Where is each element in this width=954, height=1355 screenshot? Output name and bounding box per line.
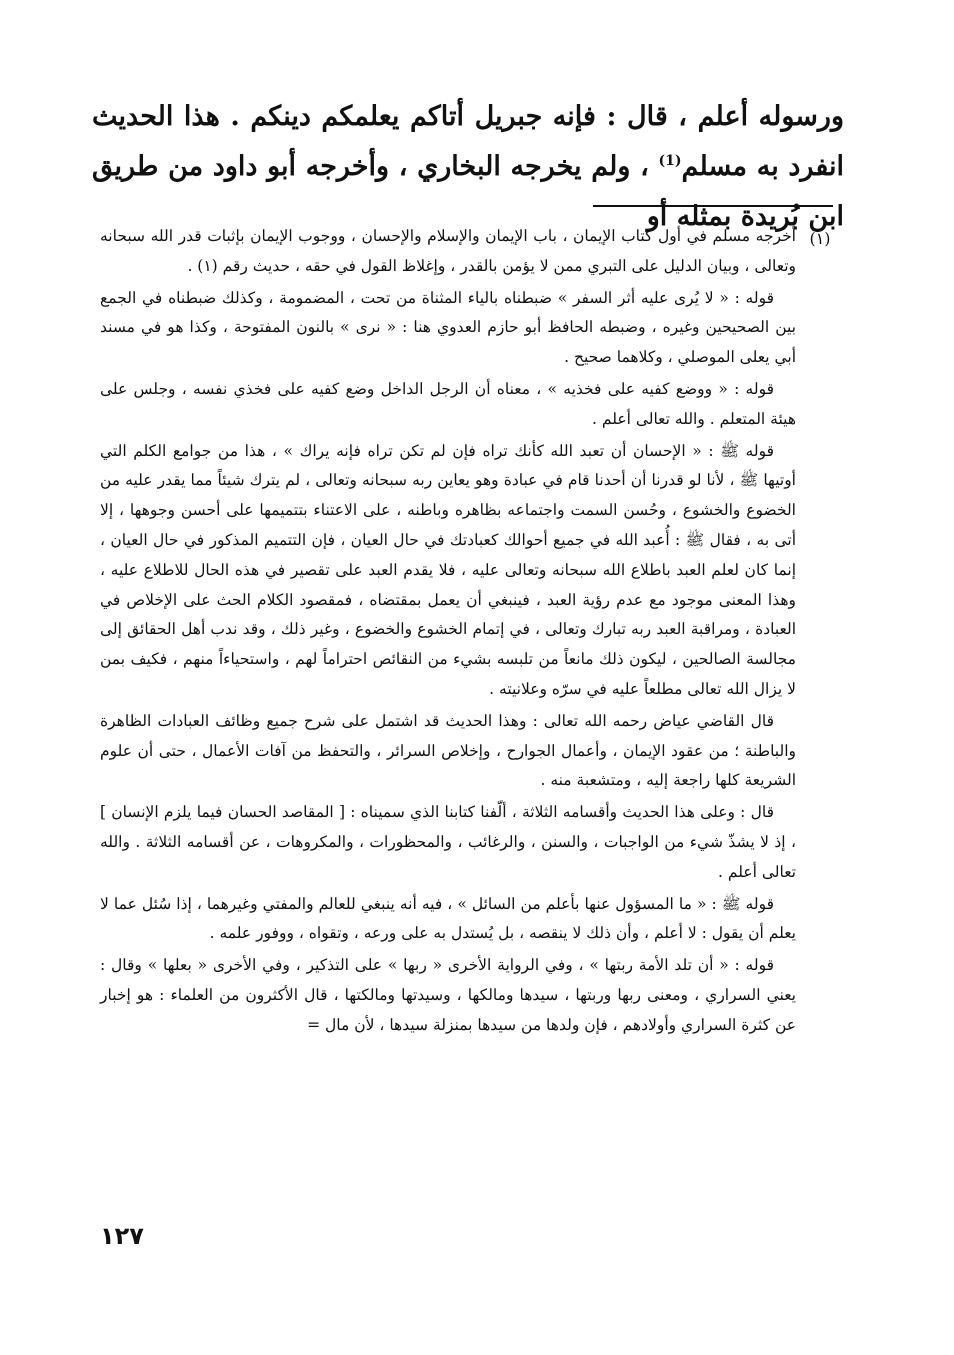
footnote-divider xyxy=(593,205,833,207)
commentary-paragraph-2: قوله : « ووضع كفيه على فخذيه » ، معناه أن الرجل الداخل وضع كفيه على فخذي نفسه ، وجلس على هيئة المتعلم . والله تعالى أعلم . xyxy=(100,379,796,428)
page-number: ١٢٧ xyxy=(100,1222,144,1250)
commentary-paragraph-1: قوله : « لا يُرى عليه أثر السفر » ضبطناه بالياء المثناة من تحت ، المضمومة ، وكذلك ضبطناه في الجمع بين الصحيحين وغيره ، وضبطه الحافظ أبو حازم العدوي هنا : « نرى » بالنون المفتوحة ، وكذا هو في مسند أبي يعلى الموصلي ، وكلاهما صحيح . xyxy=(100,288,796,367)
footnote-text: أخرجه مسلم في أول كتاب الإيمان ، باب الإيمان والإسلام والإحسان ، ووجوب الإيمان بإثبات قدر الله سبحانه وتعالى ، وبيان الدليل على التبري ممن لا يؤمن بالقدر ، وإغلاظ القول في حقه ، حديث رقم (١) . xyxy=(100,227,796,275)
main-line-2-start: مسلم xyxy=(681,151,748,182)
commentary-paragraph-5: قال : وعلى هذا الحديث وأقسامه الثلاثة ، ألّفنا كتابنا الذي سميناه : [ المقاصد الحسان فيما يلزم الإنسان ] ، إذ لا يشذّ شيء من الواجبات ، والسنن ، والرغائب ، والمحظورات ، والمكروهات ، عن أقسامه الثلاثة . والله تعالى أعلم . xyxy=(100,803,796,881)
main-line-1: ورسوله أعلم ، قال : فإنه جبريل أتاكم يعلمكم دينكم . هذا الحديث انفرد به xyxy=(92,101,844,182)
notes-section xyxy=(100,222,844,1041)
commentary-paragraph-3: قوله ﷺ : « الإحسان أن تعبد الله كأنك تراه فإن لم تكن تراه فإنه يراك » ، هذا من جوامع الكلم التي أوتيها ﷺ ، لأنا لو قدرنا أن أحدنا قام في عبادة وهو يعاين ربه سبحانه وتعالى ، لم يترك شيئاً مما يقدر عليه من الخضوع والخشوع ، وحُسن السمت واجتماعه بظاهره وباطنه ، على الاعتناء بتتميمها على أحسن وجوهها ، إلا أتى به ، فقال ﷺ : أُعبد الله في جميع أحوالك كعبادتك في حال العيان ، فإن التتميم المذكور في حال العيان ، إنما كان لعلم العبد باطلاع الله سبحانه وتعالى عليه ، فلا يقدم العبد على تقصير في هذه الحال للاطلاع عليه ، وهذا المعنى موجود مع عدم رؤية العبد ، فينبغي أن يعمل بمقتضاه ، فمقصود الكلام الحث على الإخلاص في العبادة ، ومراقبة العبد ربه تبارك وتعالى ، في إتمام الخشوع والخضوع ، وغير ذلك ، وقد ندب أهل الحقائق إلى مجالسة الصالحين ، ليكون ذلك مانعاً من تلبسه بشيء من النقائص احتراماً لهم ، واستحياءاً منهم ، فكيف بمن لا يزال الله تعالى مطلعاً عليه في سرّه وعلانيته . xyxy=(100,441,796,698)
commentary-paragraph-6: قوله ﷺ : « ما المسؤول عنها بأعلم من السائل » ، فيه أنه ينبغي للعالم والمفتي وغيرهما ، إذا سُئل عما لا يعلم أن يقول : لا أعلم ، وأن ذلك لا ينقصه ، بل يُستدل به على ورعه ، وتقواه ، ووفور علمه . xyxy=(100,894,796,943)
main-text-block xyxy=(92,92,844,232)
footnote-number: (١) xyxy=(809,229,831,248)
footnote-reference: (1) xyxy=(658,153,682,169)
main-line-2-rest: ، ولم يخرجه البخاري ، وأخرجه أبو داود من طريق ابن بُريدة بمثله أو xyxy=(92,151,844,232)
footnote xyxy=(100,222,844,282)
commentary-paragraph-7: قوله : « أن تلد الأمة ربتها » ، وفي الرواية الأخرى « ربها » على التذكير ، وفي الأخرى « بعلها » وقال : يعني السراري ، ومعنى ربها وربتها ، سيدها ومالكها ، وسيدتها ومالكتها ، قال الأكثرون من العلماء : هو إخبار عن كثرة السراري وأولادهم ، فإن ولدها من سيدها بمنزلة سيدها ، لأن مال = xyxy=(100,956,796,1034)
main-text xyxy=(92,92,844,232)
commentary-paragraph-4: قال القاضي عياض رحمه الله تعالى : وهذا الحديث قد اشتمل على شرح جميع وظائف العبادات الظاهرة والباطنة ؛ من عقود الإيمان ، وأعمال الجوارح ، وإخلاص السرائر ، والتحفظ من آفات الأعمال ، حتى أن علوم الشريعة كلها راجعة إليه ، ومتشعبة منه . xyxy=(100,711,796,790)
